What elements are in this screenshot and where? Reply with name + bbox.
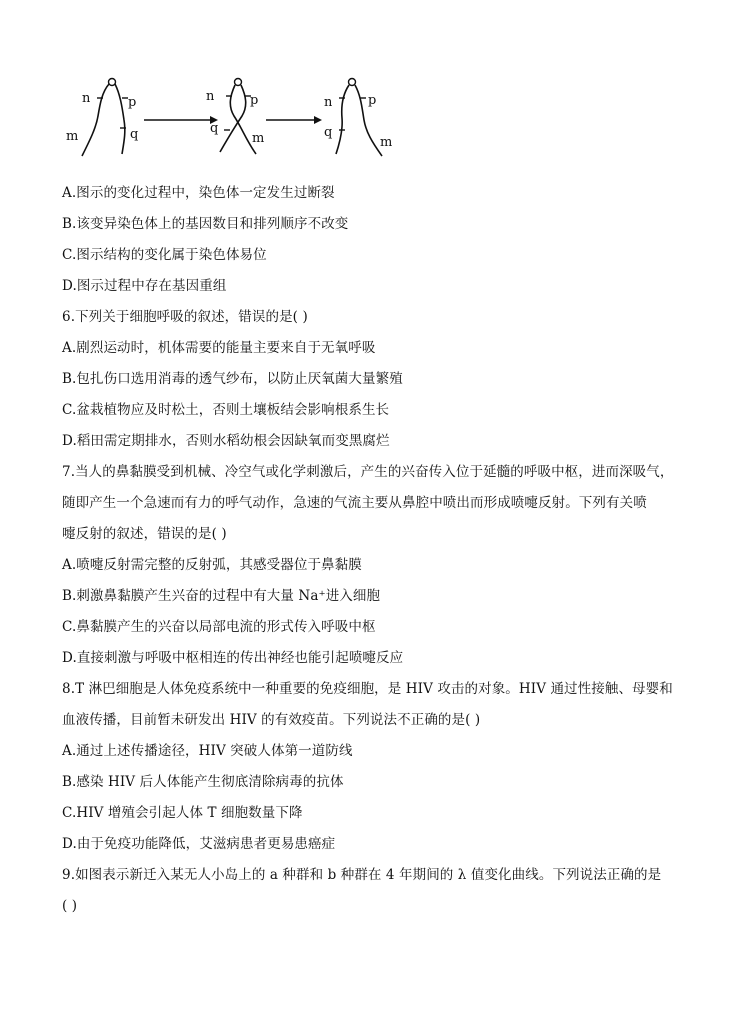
label-p-2: p: [250, 93, 259, 108]
q6-option-b: B.包扎伤口选用消毒的透气纱布，以防止厌氧菌大量繁殖: [62, 371, 403, 387]
crossing-arm-b: [220, 85, 246, 152]
q8-option-c: C.HIV 增殖会引起人体 T 细胞数量下降: [62, 805, 303, 821]
q7-stem-line-3: 嚏反射的叙述，错误的是( ): [62, 526, 227, 542]
label-q-3: q: [324, 125, 333, 140]
q7-option-b: B.刺激鼻黏膜产生兴奋的过程中有大量 Na⁺进入细胞: [62, 588, 381, 604]
q8-option-a: A.通过上述传播途径，HIV 突破人体第一道防线: [62, 743, 353, 759]
centromere-3: [349, 79, 356, 86]
label-q-1: q: [130, 127, 139, 142]
question-content: [62, 178, 702, 922]
q9-stem-line-1: 9.如图表示新迁入某无人小岛上的 a 种群和 b 种群在 4 年期间的 λ 值变化曲线。下列说法正确的是: [62, 867, 662, 883]
q7-stem-line-2: 随即产生一个急速而有力的呼气动作，急速的气流主要从鼻腔中喷出而形成喷嚏反射。下列有关喷: [62, 495, 647, 511]
q5-option-d: D.图示过程中存在基因重组: [62, 278, 227, 294]
label-n-2: n: [206, 89, 215, 104]
chromosome-stage-2: [206, 79, 264, 155]
chromosome-inversion-figure: [60, 70, 410, 170]
arrow-2: [266, 116, 322, 124]
left-arm-3: [336, 85, 349, 154]
q8-stem-line-1: 8.T 淋巴细胞是人体免疫系统中一种重要的免疫细胞，是 HIV 攻击的对象。HIV 通过性接触、母婴和: [62, 681, 673, 697]
q6-option-a: A.剧烈运动时，机体需要的能量主要来自于无氧呼吸: [62, 340, 376, 356]
q8-option-b: B.感染 HIV 后人体能产生彻底清除病毒的抗体: [62, 774, 344, 790]
label-n-3: n: [324, 95, 333, 110]
chromosome-stage-1: [66, 79, 138, 157]
chromosome-diagram: [60, 70, 410, 170]
right-arm-1: [115, 84, 125, 154]
q7-option-a: A.喷嚏反射需完整的反射弧，其感受器位于鼻黏膜: [62, 557, 362, 573]
label-m-3: m: [380, 135, 393, 150]
q9-stem-line-2: ( ): [62, 898, 78, 914]
q5-option-a: A.图示的变化过程中，染色体一定发生过断裂: [62, 185, 335, 201]
q7-stem-line-1: 7.当人的鼻黏膜受到机械、冷空气或化学刺激后，产生的兴奋传入位于延髓的呼吸中枢，进而深吸气，: [62, 464, 674, 480]
q6-stem: 6.下列关于细胞呼吸的叙述，错误的是( ): [62, 309, 308, 325]
chromosome-stage-3: [324, 79, 392, 157]
label-p-1: p: [128, 95, 137, 110]
centromere-2: [235, 79, 242, 86]
q6-option-c: C.盆栽植物应及时松土，否则土壤板结会影响根系生长: [62, 402, 390, 418]
label-p-3: p: [368, 93, 377, 108]
label-m-2: m: [252, 131, 265, 146]
label-m-1: m: [66, 129, 79, 144]
q8-stem-line-2: 血液传播，目前暂未研发出 HIV 的有效疫苗。下列说法不正确的是( ): [62, 712, 481, 728]
label-n-1: n: [82, 91, 91, 106]
q7-option-c: C.鼻黏膜产生的兴奋以局部电流的形式传入呼吸中枢: [62, 619, 376, 635]
arrow-1: [144, 116, 218, 124]
q8-option-d: D.由于免疫功能降低，艾滋病患者更易患癌症: [62, 836, 336, 852]
q6-option-d: D.稻田需定期排水，否则水稻幼根会因缺氧而变黑腐烂: [62, 433, 390, 449]
q7-option-d: D.直接刺激与呼吸中枢相连的传出神经也能引起喷嚏反应: [62, 650, 404, 666]
q5-option-b: B.该变异染色体上的基因数目和排列顺序不改变: [62, 216, 349, 232]
q5-option-c: C.图示结构的变化属于染色体易位: [62, 247, 267, 263]
label-q-2: q: [210, 121, 219, 136]
